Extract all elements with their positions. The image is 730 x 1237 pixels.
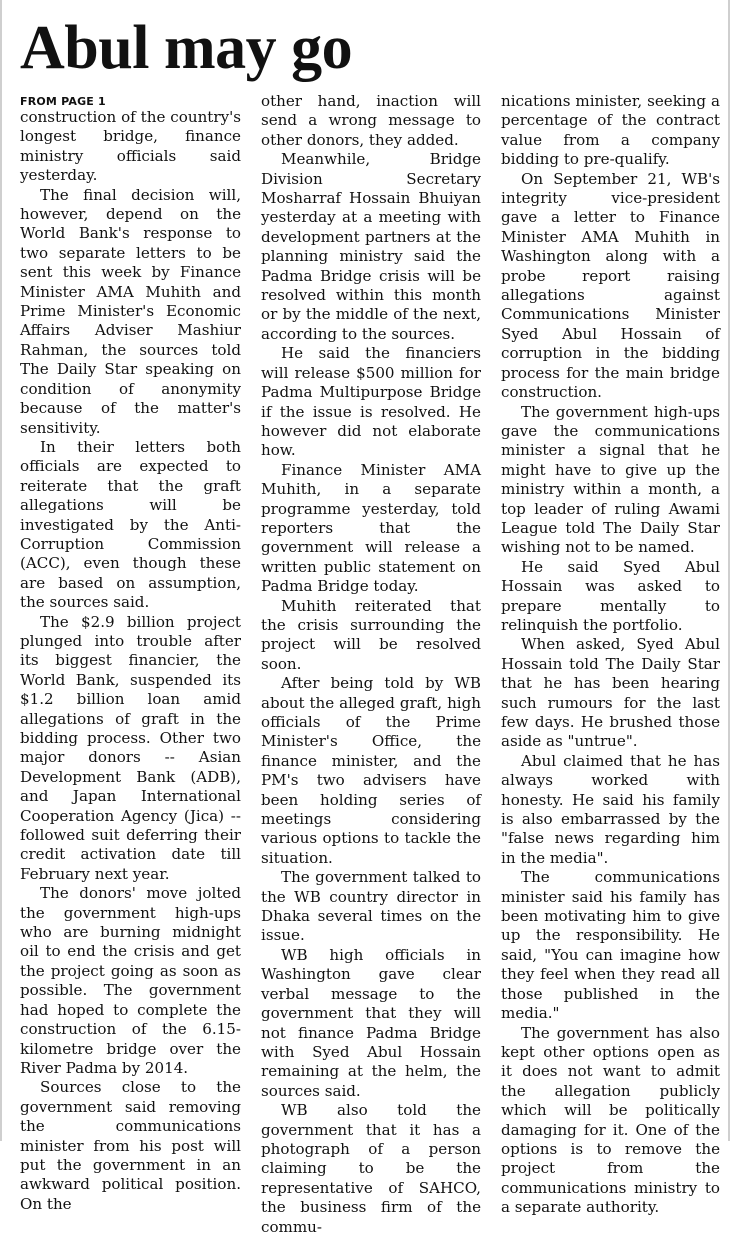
paragraph: The donors' move jolted the government high-ups who are burning midnight oil to end the crisis and get the project going as soon as possible. The government had hoped to complete the construction of the 6.15-kilometre bridge over the River Padma by 2014. xyxy=(20,884,241,1077)
paragraph: The $2.9 billion project plunged into trouble after its biggest financier, the World Bank, suspended its $1.2 billion loan amid allegations of graft in the bidding process. Other two major donors -- Asian Development Bank (ADB), and Japan International Cooperation Agency (Jica) -- followed suit deferring their credit activation date till February next year. xyxy=(20,612,241,883)
paragraph: When asked, Syed Abul Hossain told The Daily Star that he has been hearing such rumours for the last few days. He brushed those aside as "untrue". xyxy=(501,635,720,751)
paragraph: The government talked to the WB country director in Dhaka several times on the issue. xyxy=(261,868,481,945)
continuation-kicker: FROM PAGE 1 xyxy=(20,95,106,108)
page-edge-left xyxy=(0,0,2,1141)
paragraph: Abul claimed that he has always worked with honesty. He said his family is also embarrassed by the "false news regarding him in the media". xyxy=(501,751,720,867)
paragraph: WB also told the government that it has a photograph of a person claiming to be the representative of SAHCO, the business firm of the commu- xyxy=(261,1101,481,1236)
paragraph: Sources close to the government said removing the communications minister from his post will put the government in an awkward political position. On the xyxy=(20,1078,241,1213)
paragraph: He said the financiers will release $500 million for Padma Multipurpose Bridge if the issue is resolved. He however did not elaborate how. xyxy=(261,344,481,460)
paragraph: construction of the country's longest bridge, finance ministry officials said yesterday. xyxy=(20,108,241,185)
paragraph: The government high-ups gave the communications minister a signal that he might have to give up the ministry within a month, a top leader of ruling Awami League told The Daily Star wishing not to be named. xyxy=(501,402,720,557)
article-column-1 xyxy=(20,108,241,1213)
paragraph: Muhith reiterated that the crisis surrounding the project will be resolved soon. xyxy=(261,596,481,673)
paragraph: The communications minister said his family has been motivating him to give up the responsibility. He said, "You can imagine how they feel when they read all those published in the media." xyxy=(501,868,720,1023)
paragraph: In their letters both officials are expected to reiterate that the graft allegations will be investigated by the Anti-Corruption Commission (ACC), even though these are based on assumption, the sources said. xyxy=(20,437,241,612)
paragraph: other hand, inaction will send a wrong message to other donors, they added. xyxy=(261,92,481,149)
paragraph: Meanwhile, Bridge Division Secretary Mosharraf Hossain Bhuiyan yesterday at a meeting with development partners at the planning ministry said the Padma Bridge crisis will be resolved within this month or by the middle of the next, according to the sources. xyxy=(261,150,481,343)
paragraph: The government has also kept other options open as it does not want to admit the allegation publicly which will be politically damaging for it. One of the options is to remove the project from the communications ministry to a separate authority. xyxy=(501,1023,720,1217)
paragraph: WB high officials in Washington gave clear verbal message to the government that they will not finance Padma Bridge with Syed Abul Hossain remaining at the helm, the sources said. xyxy=(261,945,481,1100)
paragraph: After being told by WB about the alleged graft, high officials of the Prime Minister's Office, the finance minister, and the PM's two advisers have been holding series of meetings considering various options to tackle the situation. xyxy=(261,674,481,867)
paragraph: Finance Minister AMA Muhith, in a separate programme yesterday, told reporters that the government will release a written public statement on Padma Bridge today. xyxy=(261,460,481,596)
paragraph: nications minister, seeking a percentage of the contract value from a company bidding to pre-qualify. xyxy=(501,92,720,169)
paragraph: The final decision will, however, depend on the World Bank's response to two separate letters to be sent this week by Finance Minister AMA Muhith and Prime Minister's Economic Affairs Adviser Mashiur Rahman, the sources told The Daily Star speaking on condition of anonymity because of the matter's sensitivity. xyxy=(20,185,241,437)
headline: Abul may go xyxy=(20,14,353,82)
paragraph: He said Syed Abul Hossain was asked to prepare mentally to relinquish the portfolio. xyxy=(501,557,720,634)
article-column-3 xyxy=(501,92,720,1217)
paragraph: On September 21, WB's integrity vice-president gave a letter to Finance Minister AMA Muhith in Washington along with a probe report raising allegations against Communications Minister Syed Abul Hossain of corruption in the bidding process for the main bridge construction. xyxy=(501,169,720,402)
article-column-2 xyxy=(261,92,481,1236)
